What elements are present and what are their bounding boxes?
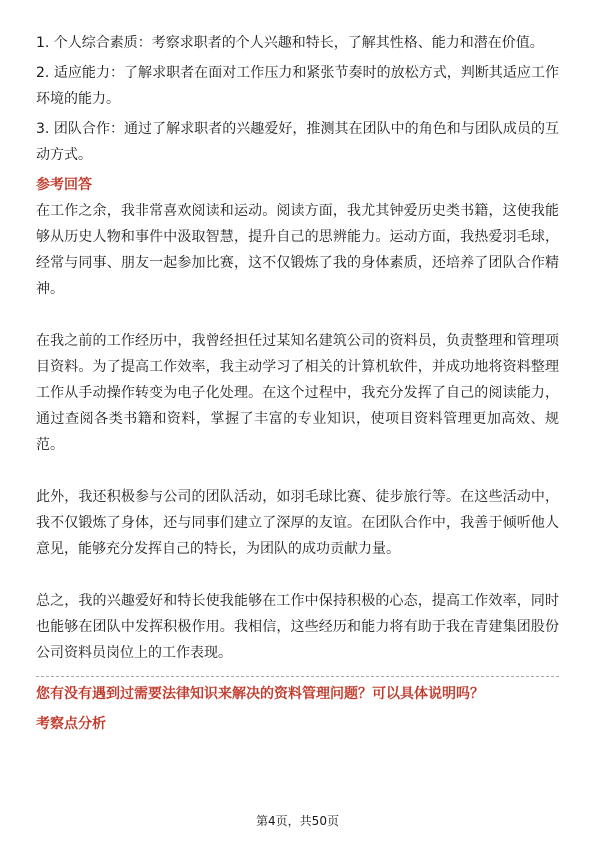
section-divider bbox=[36, 676, 559, 677]
document-body bbox=[36, 30, 559, 737]
page-number-footer: 第4页，共50页 bbox=[256, 814, 339, 828]
list-item-teamwork: 3. 团队合作：通过了解求职者的兴趣爱好，推测其在团队中的角色和与团队成员的互动方式。 bbox=[36, 121, 559, 163]
answer-paragraph-2: 在我之前的工作经历中，我曾经担任过某知名建筑公司的资料员，负责整理和管理项目资料。为了提高工作效率，我主动学习了相关的计算机软件，并成功地将资料整理工作从手动操作转变为电子化处理。在这个过程中，我充分发挥了自己的阅读能力，通过查阅各类书籍和资料，掌握了丰富的专业知识，使项目资料管理更加高效、规范。 bbox=[36, 333, 559, 453]
paragraph-gap bbox=[36, 458, 559, 484]
list-item-personal-quality: 1. 个人综合素质：考察求职者的个人兴趣和特长，了解其性格、能力和潜在价值。 bbox=[36, 35, 544, 51]
analysis-heading: 考察点分析 bbox=[36, 716, 106, 732]
list-item-adaptability: 2. 适应能力：了解求职者在面对工作压力和紧张节奏时的放松方式，判断其适应工作环境的能力。 bbox=[36, 65, 559, 107]
next-question: 您有没有遇到过需要法律知识来解决的资料管理问题？可以具体说明吗？ bbox=[36, 686, 484, 702]
paragraph-gap bbox=[36, 562, 559, 588]
answer-paragraph-3: 此外，我还积极参与公司的团队活动，如羽毛球比赛、徒步旅行等。在这些活动中，我不仅锻炼了身体，还与同事们建立了深厚的友谊。在团队合作中，我善于倾听他人意见，能够充分发挥自己的特长，为团队的成功贡献力量。 bbox=[36, 489, 559, 557]
answer-paragraph-4: 总之，我的兴趣爱好和特长使我能够在工作中保持积极的心态，提高工作效率，同时也能够在团队中发挥积极作用。我相信，这些经历和能力将有助于我在青建集团股份公司资料员岗位上的工作表现。 bbox=[36, 593, 559, 661]
answer-heading: 参考回答 bbox=[36, 177, 92, 193]
answer-paragraph-1: 在工作之余，我非常喜欢阅读和运动。阅读方面，我尤其钟爱历史类书籍，这使我能够从历史人物和事件中汲取智慧，提升自己的思辨能力。运动方面，我热爱羽毛球，经常与同事、朋友一起参加比赛，这不仅锻炼了我的身体素质，还培养了团队合作精神。 bbox=[36, 203, 559, 297]
paragraph-gap bbox=[36, 302, 559, 328]
